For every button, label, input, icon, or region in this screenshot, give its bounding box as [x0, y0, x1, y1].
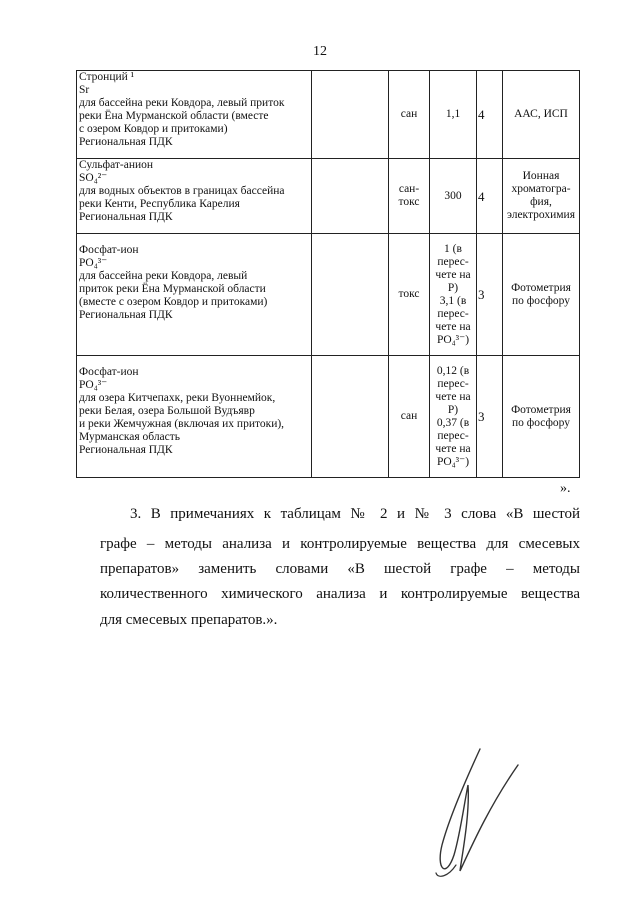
substance-formula: PO₄³⁻: [79, 379, 108, 391]
substance-cell: [77, 71, 312, 159]
substance-name: Стронций ¹: [79, 71, 135, 83]
substance-scope: реки Кенти, Республика Карелия: [79, 198, 240, 210]
substance-scope: (вместе с озером Ковдор и притоками): [79, 296, 268, 308]
hazard-type-cell: сан: [389, 356, 430, 478]
value-cell: 1,1: [430, 71, 477, 159]
substance-norm: Региональная ПДК: [79, 309, 173, 321]
table-row: [77, 159, 580, 234]
table-row: [77, 234, 580, 356]
method-cell: Фотометрия по фосфору: [503, 234, 580, 356]
page-number: 12: [313, 44, 327, 59]
signature-icon: [420, 745, 540, 885]
method-cell: Ионная хроматогра- фия, электрохимия: [503, 159, 580, 234]
substances-table: [76, 70, 580, 478]
substance-cell: [77, 234, 312, 356]
blank-cell: [312, 234, 389, 356]
paragraph-line: графе – методы анализа и контролируемые вещества для смесевых: [100, 536, 580, 552]
substance-formula: SO₄²⁻: [79, 172, 108, 184]
blank-cell: [312, 71, 389, 159]
paragraph-line: препаратов» заменить словами «В шестой графе – методы: [100, 561, 580, 577]
substance-name: Фосфат-ион: [79, 366, 139, 378]
hazard-class-cell: 3: [477, 234, 503, 356]
method-cell: Фотометрия по фосфору: [503, 356, 580, 478]
hazard-type-cell: токс: [389, 234, 430, 356]
hazard-class-cell: 4: [477, 71, 503, 159]
substance-scope: реки Ёна Мурманской области (вместе: [79, 110, 269, 122]
substance-scope: для бассейна реки Ковдора, левый: [79, 270, 248, 282]
closing-quote: ».: [560, 481, 571, 496]
substance-scope: для водных объектов в границах бассейна: [79, 185, 285, 197]
substance-name: Сульфат-анион: [79, 159, 154, 171]
substance-scope: с озером Ковдор и притоками): [79, 123, 228, 135]
hazard-class-cell: 4: [477, 159, 503, 234]
substance-scope: Мурманская область: [79, 431, 181, 443]
value-cell: 0,12 (в перес- чете на P) 0,37 (в перес- чете на PO₄³⁻): [430, 356, 477, 478]
substance-cell: [77, 356, 312, 478]
substance-scope: и реки Жемчужная (включая их притоки),: [79, 418, 285, 430]
method-cell: ААС, ИСП: [503, 71, 580, 159]
substance-scope: приток реки Ёна Мурманской области: [79, 283, 266, 295]
table-row: [77, 356, 580, 478]
substance-formula: PO₄³⁻: [79, 257, 108, 269]
blank-cell: [312, 159, 389, 234]
substance-norm: Региональная ПДК: [79, 211, 173, 223]
substance-name: Фосфат-ион: [79, 244, 139, 256]
value-cell: 300: [430, 159, 477, 234]
paragraph-line: количественного химического анализа и контролируемые вещества: [100, 586, 580, 602]
substance-scope: реки Белая, озера Большой Вудъявр: [79, 405, 255, 417]
paragraph-line: для смесевых препаратов.».: [100, 612, 278, 628]
hazard-type-cell: сан- токс: [389, 159, 430, 234]
hazard-class-cell: 3: [477, 356, 503, 478]
substance-formula: Sr: [79, 84, 90, 96]
blank-cell: [312, 356, 389, 478]
paragraph-line: 3. В примечаниях к таблицам № 2 и № 3 слова «В шестой: [130, 506, 580, 522]
substance-norm: Региональная ПДК: [79, 444, 173, 456]
hazard-type-cell: сан: [389, 71, 430, 159]
substance-norm: Региональная ПДК: [79, 136, 173, 148]
substance-scope: для озера Китчепахк, реки Вуоннемйок,: [79, 392, 276, 404]
substance-cell: [77, 159, 312, 234]
table-row: [77, 71, 580, 159]
value-cell: 1 (в перес- чете на P) 3,1 (в перес- чете на PO₄³⁻): [430, 234, 477, 356]
substance-scope: для бассейна реки Ковдора, левый приток: [79, 97, 285, 109]
